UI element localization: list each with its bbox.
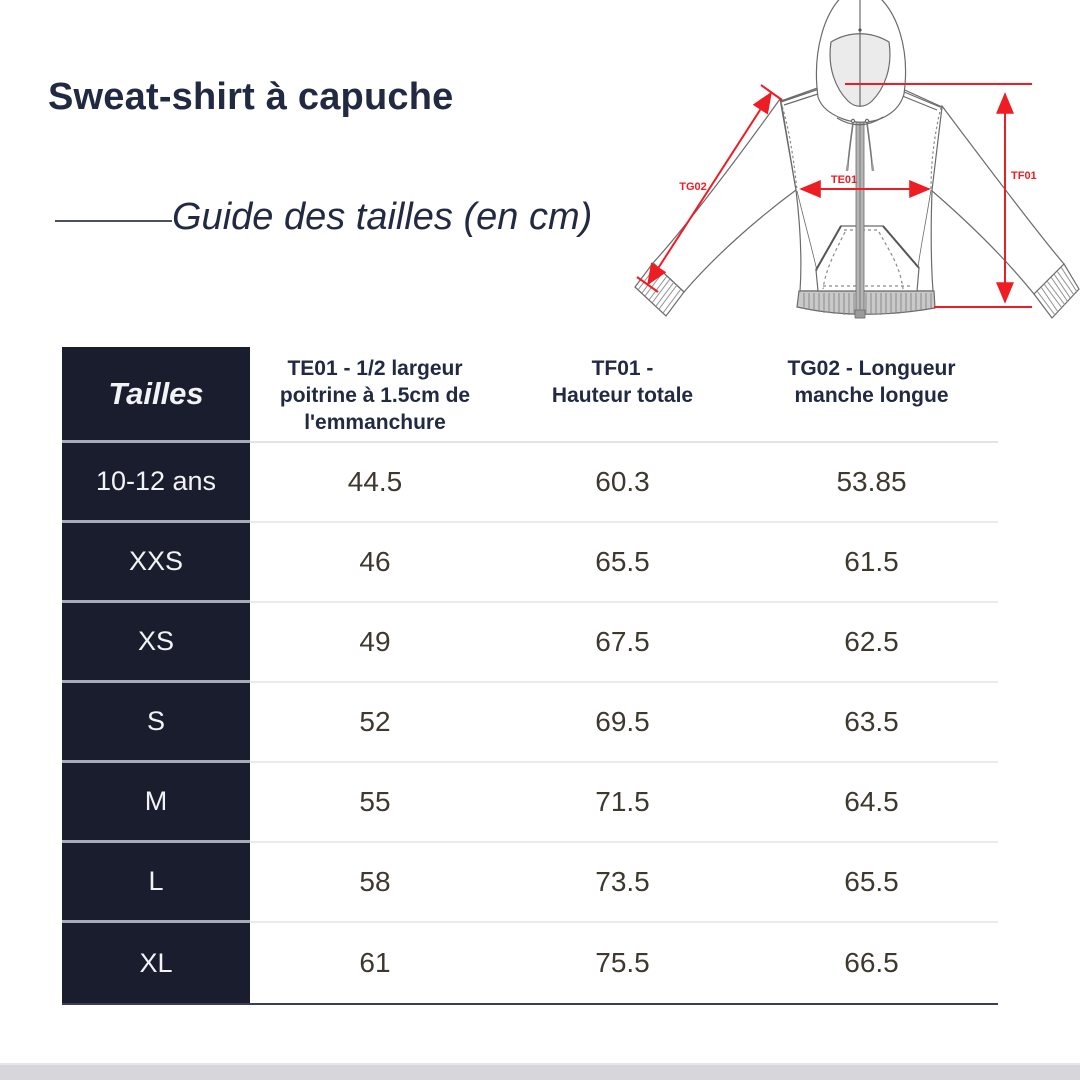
size-cell: XS (62, 603, 250, 683)
table-row (62, 523, 998, 603)
tf01-label: TF01 (1011, 170, 1037, 182)
value-cell: 62.5 (745, 603, 998, 683)
table-row (62, 603, 998, 683)
size-cell: L (62, 843, 250, 923)
value-cell: 63.5 (745, 683, 998, 763)
value-cell: 52 (250, 683, 500, 763)
value-cell: 61 (250, 923, 500, 1003)
table-row (62, 683, 998, 763)
table-corner-tailles: Tailles (62, 347, 250, 443)
size-cell: 10-12 ans (62, 443, 250, 523)
subtitle (55, 196, 592, 239)
size-cell: M (62, 763, 250, 843)
table-header-row (62, 347, 998, 443)
table-row (62, 843, 998, 923)
value-cell: 55 (250, 763, 500, 843)
hoodie-drawing (620, 0, 1080, 330)
page-title: Sweat-shirt à capuche (48, 76, 454, 118)
value-cell: 53.85 (745, 443, 998, 523)
value-cell: 58 (250, 843, 500, 923)
footer-bar (0, 1063, 1080, 1080)
value-cell: 71.5 (500, 763, 745, 843)
subtitle-text: Guide des tailles (en cm) (172, 196, 593, 238)
subtitle-rule (55, 220, 172, 222)
value-cell: 67.5 (500, 603, 745, 683)
size-cell: XXS (62, 523, 250, 603)
table-row (62, 923, 998, 1003)
value-cell: 65.5 (500, 523, 745, 603)
value-cell: 61.5 (745, 523, 998, 603)
value-cell: 46 (250, 523, 500, 603)
size-cell: XL (62, 923, 250, 1003)
value-cell: 49 (250, 603, 500, 683)
tg02-label: TG02 (679, 181, 707, 193)
column-header-te01: TE01 - 1/2 largeur poitrine à 1.5cm de l'emmanchure (250, 347, 500, 443)
value-cell: 66.5 (745, 923, 998, 1003)
value-cell: 65.5 (745, 843, 998, 923)
table-row (62, 763, 998, 843)
value-cell: 69.5 (500, 683, 745, 763)
table-row (62, 443, 998, 523)
hoodie-diagram (620, 0, 1080, 330)
value-cell: 75.5 (500, 923, 745, 1003)
value-cell: 44.5 (250, 443, 500, 523)
value-cell: 64.5 (745, 763, 998, 843)
column-header-tg02: TG02 - Longueur manche longue (745, 347, 998, 443)
value-cell: 60.3 (500, 443, 745, 523)
sleeve-tick-top (761, 85, 782, 100)
te01-label: TE01 (830, 174, 858, 186)
size-table (62, 347, 998, 1005)
size-cell: S (62, 683, 250, 763)
value-cell: 73.5 (500, 843, 745, 923)
column-header-tf01: TF01 - Hauteur totale (500, 347, 745, 443)
garment-outline (635, 0, 1079, 318)
